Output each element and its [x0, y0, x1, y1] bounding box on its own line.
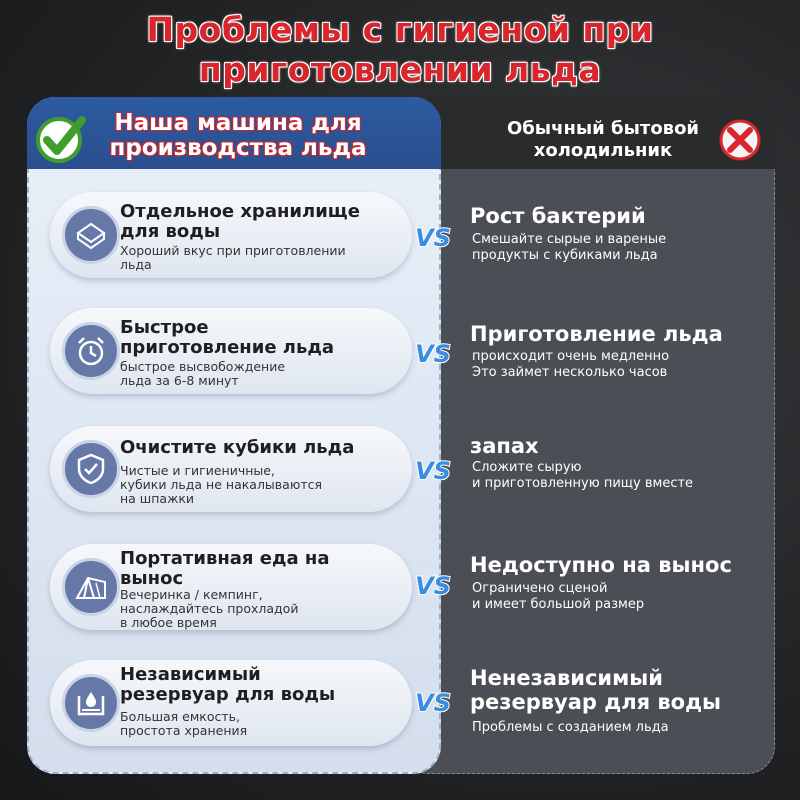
storage-box-icon	[62, 206, 120, 264]
problem-title-line: Ненезависимый	[470, 666, 663, 690]
feature-desc	[120, 588, 400, 630]
feature-card	[50, 544, 412, 630]
problem-desc-line: продукты с кубиками льда	[472, 248, 658, 263]
feature-title-line: приготовление льда	[120, 337, 335, 358]
vs-label: VS	[415, 457, 451, 485]
feature-title	[120, 665, 410, 705]
problem-desc	[472, 232, 772, 264]
problem-desc-line: Это займет несколько часов	[472, 365, 668, 380]
right-header-line2: холодильник	[533, 140, 673, 161]
feature-card	[50, 308, 412, 394]
feature-desc	[120, 360, 400, 388]
feature-desc-line: быстрое высвобождение	[120, 359, 286, 374]
problem-desc-line: и приготовленную пищу вместе	[472, 476, 694, 491]
feature-desc	[120, 710, 400, 738]
vs-label: VS	[415, 572, 451, 600]
feature-title-line: вынос	[120, 568, 184, 589]
problem-title	[470, 434, 790, 458]
problem-title-line: запах	[470, 434, 539, 458]
problem-title-line: Недоступно на вынос	[470, 553, 732, 577]
tent-icon	[62, 558, 120, 616]
feature-desc-line: льда за 6-8 минут	[120, 373, 239, 388]
feature-desc	[120, 244, 400, 272]
feature-card	[50, 426, 412, 512]
check-icon	[34, 112, 88, 166]
left-header-line2: производства льда	[109, 135, 367, 161]
feature-title	[120, 549, 410, 589]
problem-title-line: Рост бактерий	[470, 204, 646, 228]
problem-title	[470, 204, 790, 228]
right-header-title	[468, 118, 738, 162]
problem-title	[470, 666, 790, 714]
feature-title-line: Портативная еда на	[120, 548, 330, 569]
water-tank-icon	[62, 674, 120, 732]
x-icon	[718, 118, 762, 162]
vs-label: VS	[415, 224, 451, 252]
problem-title	[470, 322, 790, 346]
problem-desc-line: и имеет большой размер	[472, 597, 645, 612]
feature-title	[120, 318, 410, 358]
feature-desc-line: кубики льда не накалываются	[120, 477, 323, 492]
feature-desc-line: в любое время	[120, 615, 217, 630]
page-title-line2: приготовлении льда	[198, 50, 602, 89]
feature-title-line: Быстрое	[120, 317, 209, 338]
feature-title-line: для воды	[120, 221, 221, 242]
problem-desc	[472, 581, 772, 613]
problem-desc	[472, 460, 772, 492]
vs-label: VS	[415, 340, 451, 368]
feature-title-line: Отдельное хранилище	[120, 201, 360, 222]
feature-title	[120, 438, 410, 458]
problem-desc-line: Ограничено сценой	[472, 581, 608, 596]
alarm-clock-icon	[62, 322, 120, 380]
feature-desc-line: Чистые и гигиеничные,	[120, 463, 275, 478]
feature-desc-line: на шпажки	[120, 491, 195, 506]
feature-desc-line: Вечеринка / кемпинг,	[120, 587, 263, 602]
feature-title	[120, 202, 410, 242]
feature-title-line: резервуар для воды	[120, 684, 336, 705]
vs-icon	[414, 687, 452, 717]
shield-check-icon	[62, 440, 120, 498]
left-header-line1: Наша машина для	[114, 110, 362, 136]
problem-desc-line: Сложите сырую	[472, 460, 582, 475]
vs-icon	[414, 338, 452, 368]
feature-desc-line: Большая емкость,	[120, 709, 240, 724]
problem-title-line: резервуар для воды	[470, 690, 722, 714]
problem-desc	[472, 349, 772, 381]
feature-desc-line: наслаждайтесь прохладой	[120, 601, 299, 616]
feature-card	[50, 660, 412, 746]
feature-title-line: Независимый	[120, 664, 261, 685]
vs-label: VS	[415, 689, 451, 717]
page-title-line1: Проблемы с гигиеной при	[146, 10, 654, 49]
page-title	[0, 10, 800, 90]
feature-desc-line: Хороший вкус при приготовлении	[120, 243, 346, 258]
right-header-line1: Обычный бытовой	[506, 118, 700, 139]
left-header-title	[88, 111, 388, 161]
problem-desc-line: происходит очень медленно	[472, 349, 670, 364]
vs-icon	[414, 222, 452, 252]
problem-desc-line: Смешайте сырые и вареные	[472, 232, 667, 247]
feature-title-line: Очистите кубики льда	[120, 437, 355, 458]
vs-icon	[414, 455, 452, 485]
feature-card	[50, 192, 412, 278]
problem-desc-line: Проблемы с созданием льда	[472, 720, 669, 735]
vs-icon	[414, 570, 452, 600]
feature-desc-line: простота хранения	[120, 723, 248, 738]
problem-title-line: Приготовление льда	[470, 322, 723, 346]
problem-title	[470, 553, 790, 577]
problem-desc	[472, 720, 772, 736]
feature-desc	[120, 464, 400, 506]
feature-desc-line: льда	[120, 257, 152, 272]
